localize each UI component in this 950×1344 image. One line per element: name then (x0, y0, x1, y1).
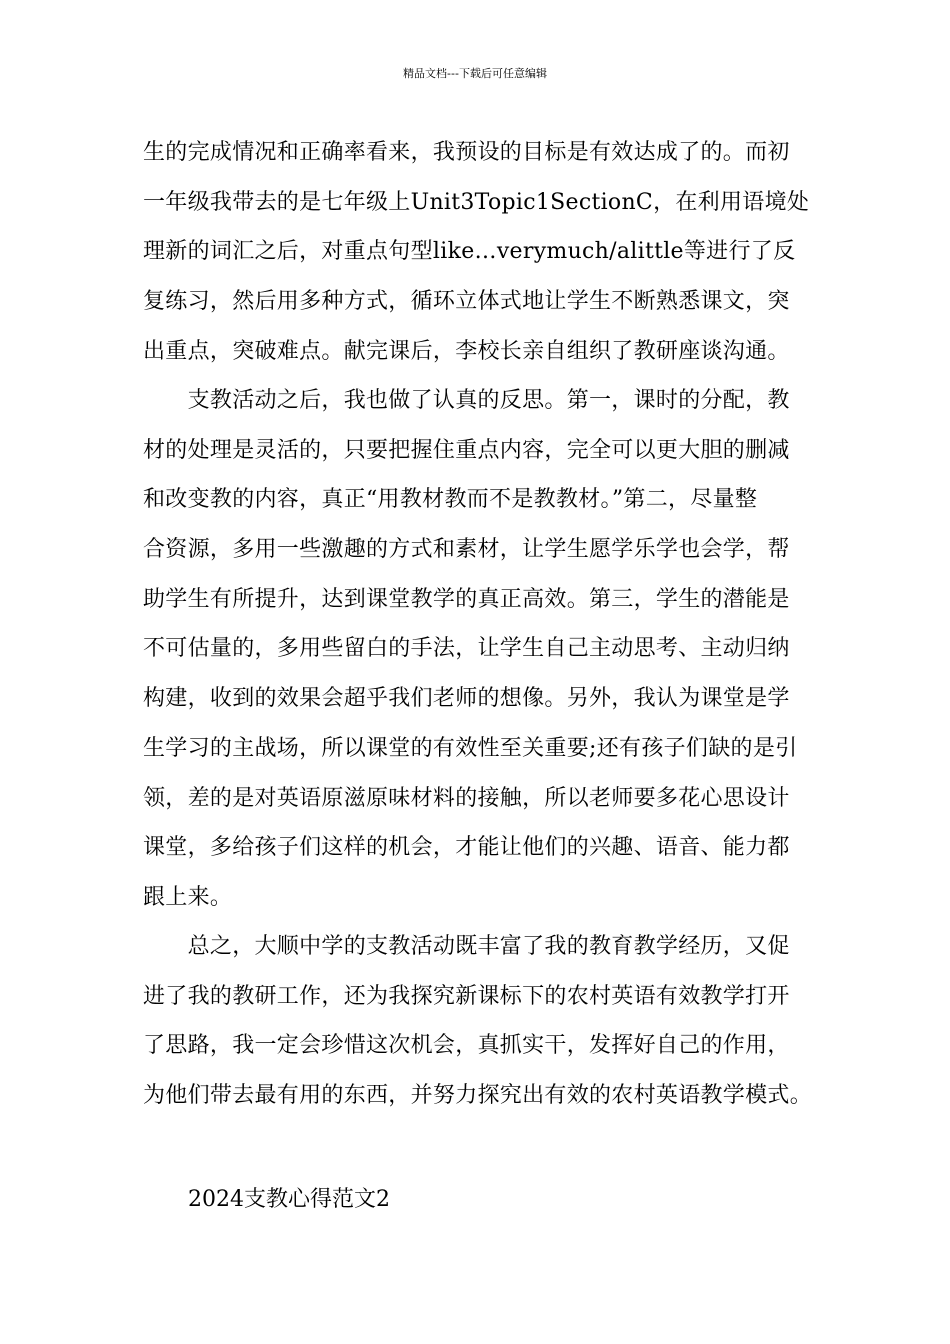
text-line: 出重点，突破难点。献完课后，李校长亲自组织了教研座谈沟通。 (143, 338, 790, 364)
text-line: 跟上来。 (143, 884, 233, 910)
text-line: 理新的词汇之后，对重点句型like…verymuch/alittle等进行了反 (143, 239, 796, 265)
text-line: 生学习的主战场，所以课堂的有效性至关重要;还有孩子们缺的是引 (143, 735, 798, 761)
text-line: 和改变教的内容，真正“用教材教而不是教教材。”第二，尽量整 (143, 487, 758, 513)
text-line: 进了我的教研工作，还为我探究新课标下的农村英语有效教学打开 (143, 983, 790, 1009)
text-line: 课堂，多给孩子们这样的机会，才能让他们的兴趣、语音、能力都 (143, 835, 790, 861)
paragraph-3 (143, 922, 823, 1121)
text-line: 合资源，多用一些激趣的方式和素材，让学生愿学乐学也会学，帮 (143, 537, 790, 563)
text-line: 复练习，然后用多种方式，循环立体式地让学生不断熟悉课文，突 (143, 289, 790, 315)
text-line: 支教活动之后，我也做了认真的反思。第一，课时的分配，教 (143, 388, 790, 413)
text-line: 不可估量的，多用些留白的手法，让学生自己主动思考、主动归纳 (143, 636, 790, 662)
paragraph-1 (143, 128, 823, 376)
text-line: 为他们带去最有用的东西，并努力探究出有效的农村英语教学模式。 (143, 1083, 813, 1109)
text-line: 总之，大顺中学的支教活动既丰富了我的教育教学经历，又促 (143, 934, 790, 959)
page-header: 精品文档---下载后可任意编辑 (403, 67, 547, 80)
text-line: 构建，收到的效果会超乎我们老师的想像。另外，我认为课堂是学 (143, 686, 790, 712)
text-line: 助学生有所提升，达到课堂教学的真正高效。第三，学生的潜能是 (143, 586, 790, 612)
text-line: 了思路，我一定会珍惜这次机会，真抓实干，发挥好自己的作用， (143, 1033, 790, 1059)
text-line: 生的完成情况和正确率看来，我预设的目标是有效达成了的。而初 (143, 140, 790, 165)
text-line: 一年级我带去的是七年级上Unit3Topic1SectionC，在利用语境处 (143, 189, 810, 215)
paragraph-2 (143, 376, 823, 923)
text-line: 领，差的是对英语原滋原味材料的接触，所以老师要多花心思设计 (143, 785, 790, 811)
section-heading: 2024支教心得范文2 (188, 1187, 390, 1212)
text-line: 材的处理是灵活的，只要把握住重点内容，完全可以更大胆的删减 (143, 437, 790, 463)
